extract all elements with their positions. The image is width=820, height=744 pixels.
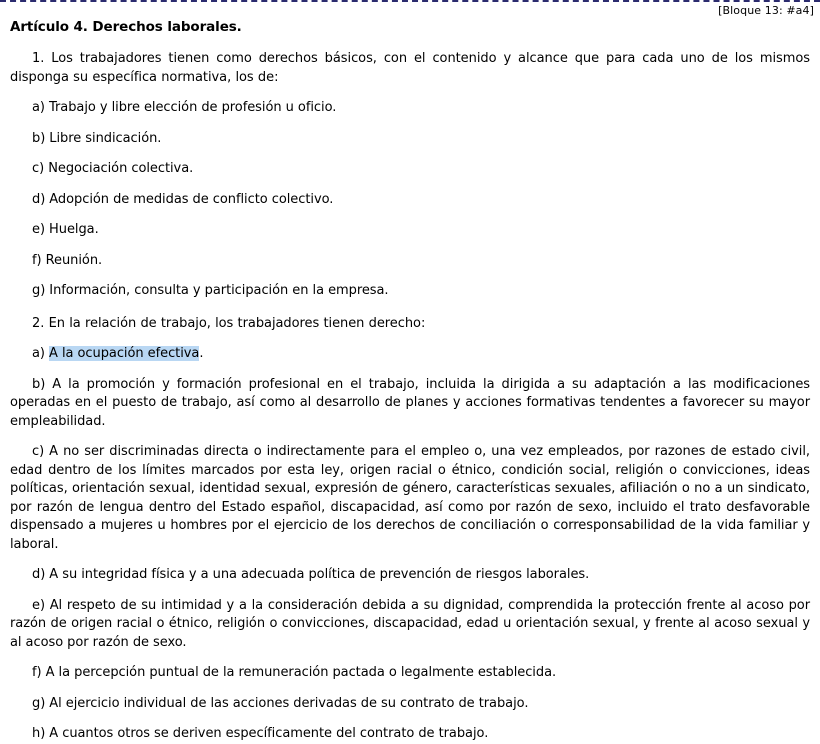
list-item-2d: d) A su integridad física y a una adecuada política de prevención de riesgos laborales. <box>32 567 590 582</box>
list-item-1a: a) Trabajo y libre elección de profesión u oficio. <box>32 100 337 115</box>
page-title: Artículo 4. Derechos laborales. <box>10 19 242 35</box>
section-2-intro: 2. En la relación de trabajo, los trabajadores tienen derecho: <box>32 315 426 331</box>
list-item-2a-suffix: . <box>199 346 204 361</box>
list-item-1e: e) Huelga. <box>32 222 99 237</box>
list-item-2b: b) A la promoción y formación profesional en el trabajo, incluida la dirigida a su adaptación a las modificaciones operadas en el puesto de trabajo, así como al desarrollo de planes y acciones formativas tendentes a favorecer su mayor empleabilidad. <box>10 376 810 429</box>
list-item-2h: h) A cuantos otros se deriven específicamente del contrato de trabajo. <box>32 726 489 741</box>
document-content <box>0 19 820 744</box>
list-item-2a <box>10 345 810 364</box>
list-item-2g: g) Al ejercicio individual de las acciones derivadas de su contrato de trabajo. <box>32 695 529 711</box>
list-item-1b: b) Libre sindicación. <box>32 130 162 146</box>
list-item-2c: c) A no ser discriminadas directa o indirectamente para el empleo o, una vez empleados, por razones de estado civil, edad dentro de los límites marcados por esta ley, origen racial o étnico, condición social, religión o convicciones, ideas políticas, orientación sexual, identidad sexual, expresión de género, características sexuales, afiliación o no a un sindicato, por razón de lengua dentro del Estado español, discapacidad, así como por razón de sexo, incluido el trato desfavorable dispensado a mujeres u hombres por el ejercicio de los derechos de conciliación o corresponsabilidad de la vida familiar y laboral. <box>10 444 810 552</box>
list-item-1d: d) Adopción de medidas de conflicto colectivo. <box>32 191 334 207</box>
section-1-intro: 1. Los trabajadores tienen como derechos básicos, con el contenido y alcance que para cada uno de los mismos disponga su específica normativa, los de: <box>10 51 810 85</box>
list-item-2e: e) Al respeto de su intimidad y a la consideración debida a su dignidad, comprendida la protección frente al acoso por razón de origen racial o étnico, religión o convicciones, discapacidad, edad u orientación sexual, y frente al acoso sexual y al acoso por razón de sexo. <box>10 597 810 650</box>
list-item-1f: f) Reunión. <box>32 252 103 268</box>
list-item-1g: g) Información, consulta y participación en la empresa. <box>32 283 389 298</box>
block-tag-label: [Bloque 13: #a4] <box>718 4 814 17</box>
list-item-2a-prefix: a) <box>32 346 50 361</box>
list-item-2f: f) A la percepción puntual de la remuneración pactada o legalmente establecida. <box>32 665 557 680</box>
list-item-1c: c) Negociación colectiva. <box>32 161 194 176</box>
selected-text-highlight[interactable]: A la ocupación efectiva <box>49 346 200 361</box>
